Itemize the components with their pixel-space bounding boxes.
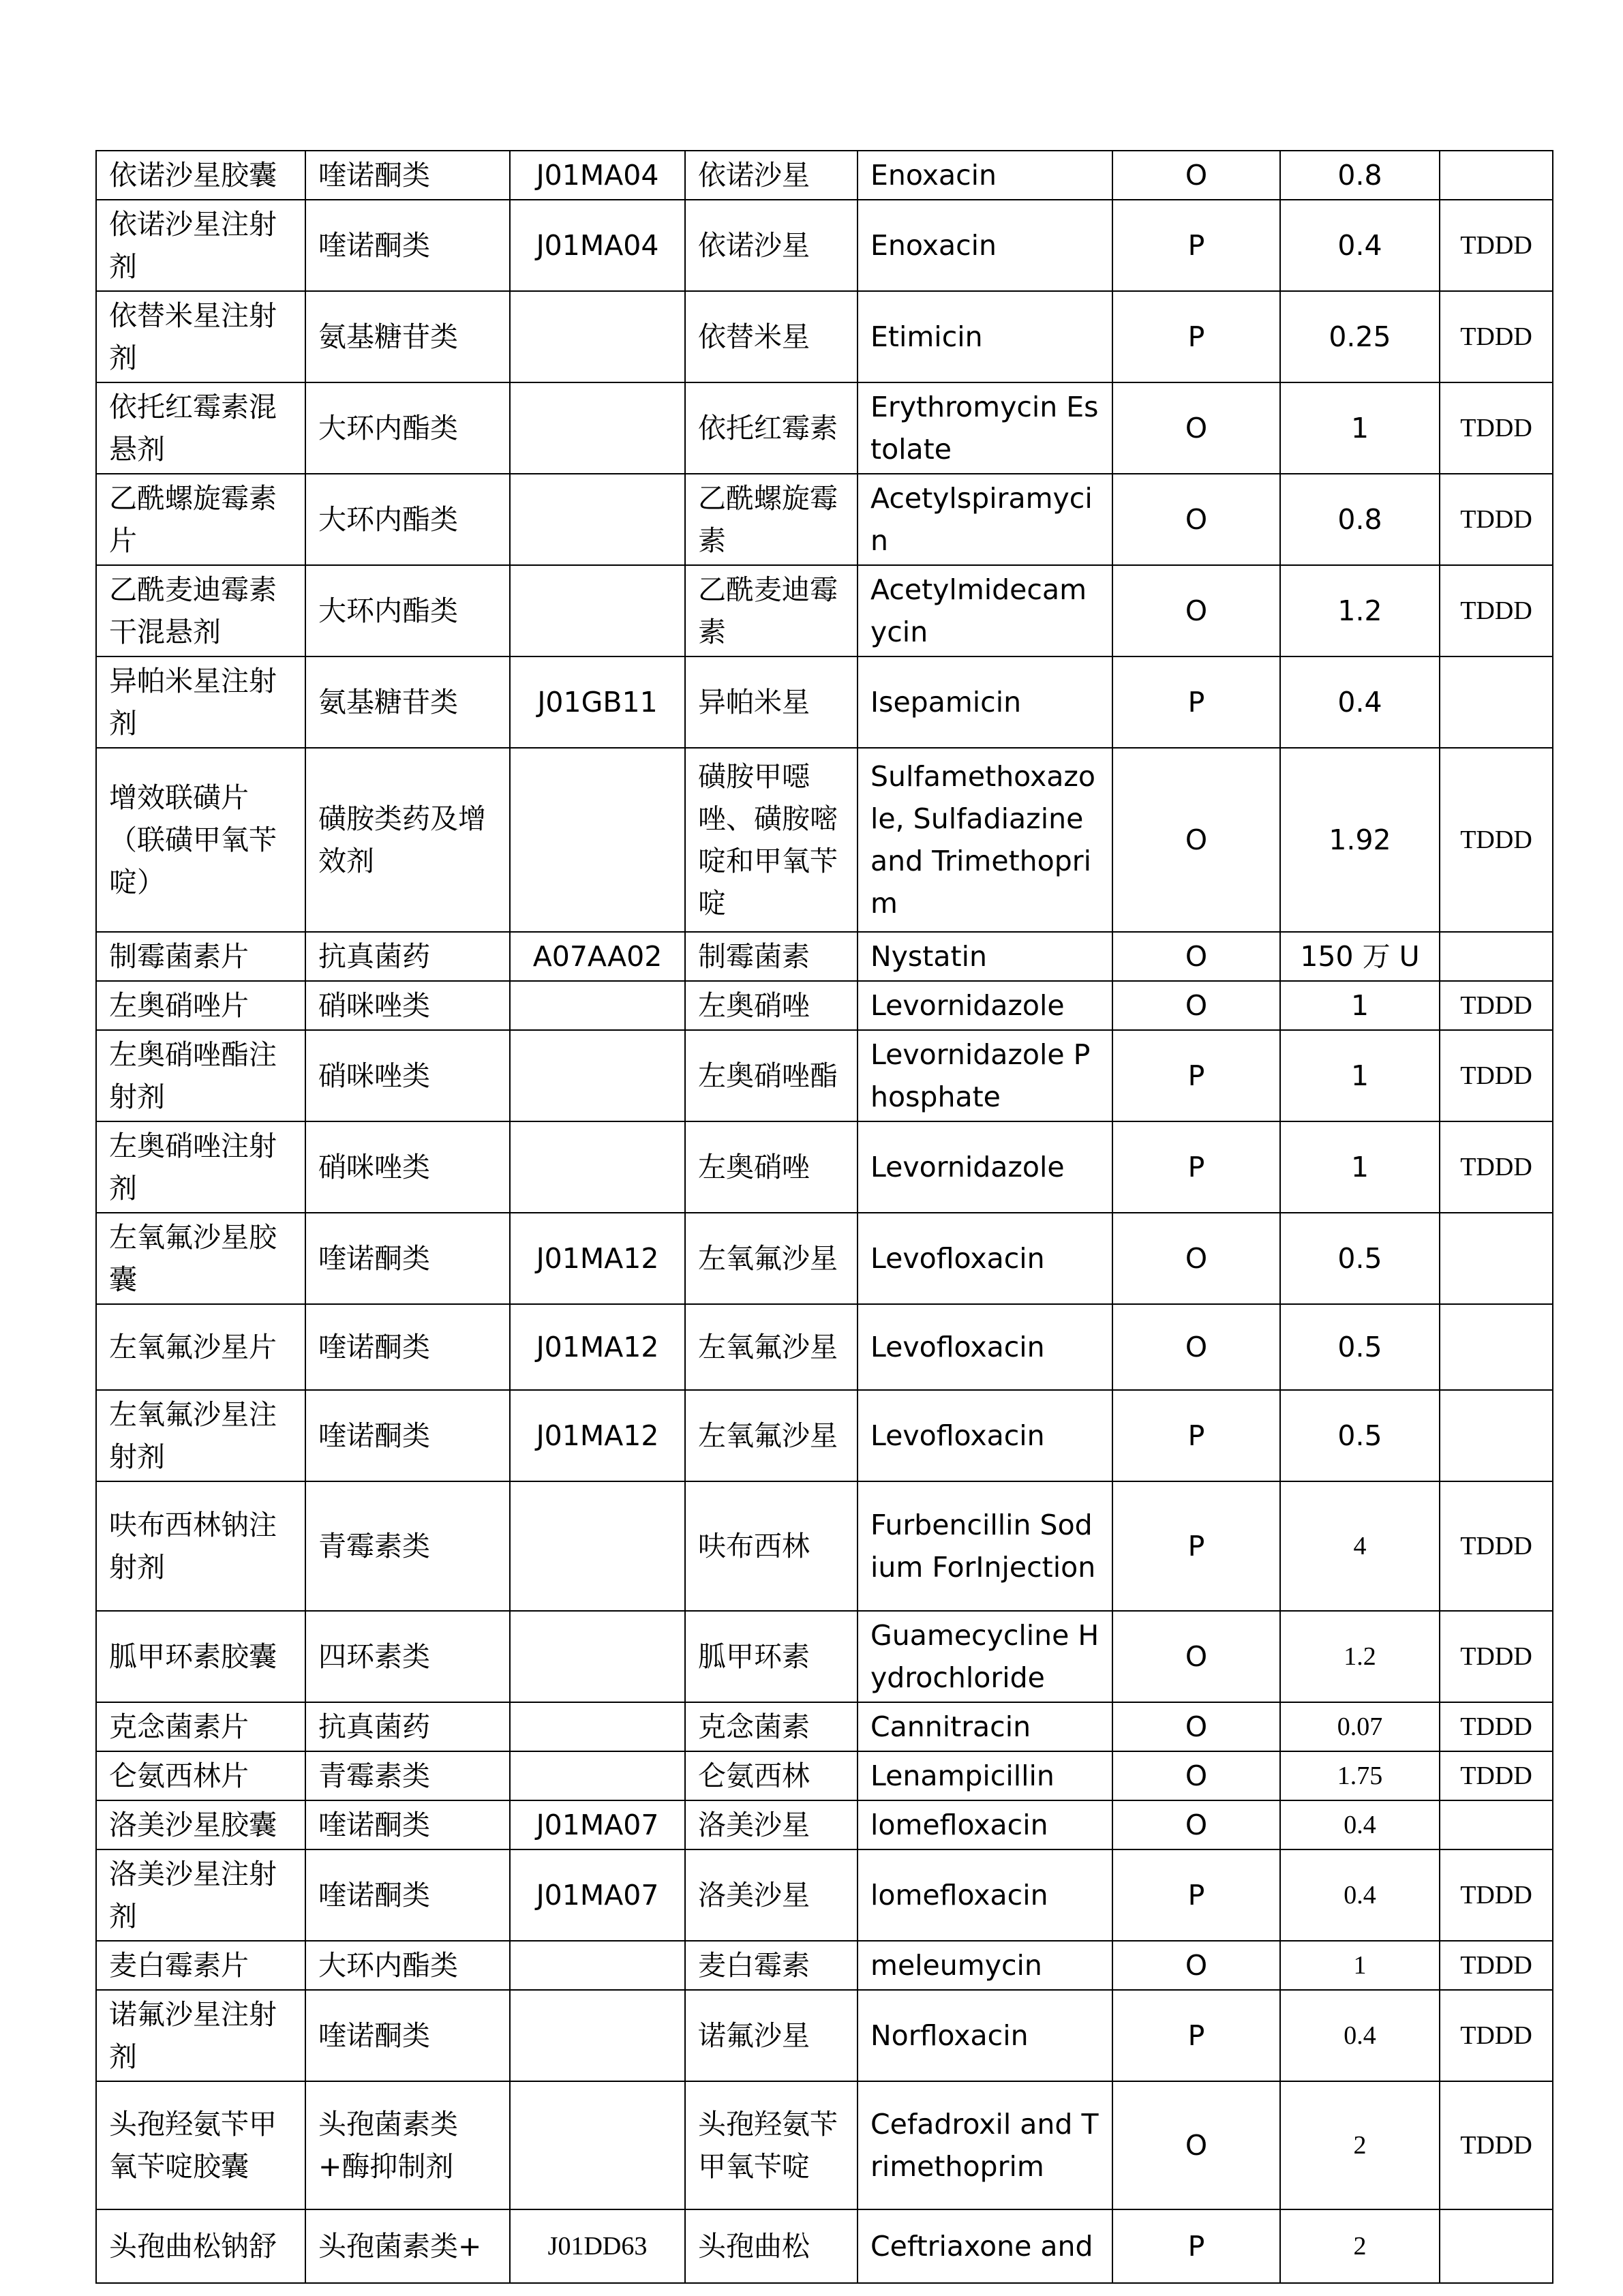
ddd-source-note <box>1440 932 1553 981</box>
drug-name: 异帕米星注射剂 <box>96 656 305 748</box>
drug-category: 喹诺酮类 <box>305 1304 510 1390</box>
drug-name: 制霉菌素片 <box>96 932 305 981</box>
atc-code <box>510 1611 685 1702</box>
route: O <box>1112 382 1280 474</box>
ddd-source-note: TDDD <box>1440 1990 1553 2081</box>
ddd-source-note: TDDD <box>1440 474 1553 565</box>
atc-code <box>510 474 685 565</box>
ddd-source-note: TDDD <box>1440 1751 1553 1800</box>
english-name: Guamecycline Hydrochloride <box>858 1611 1112 1702</box>
table-row <box>96 151 1553 200</box>
ddd-source-note: TDDD <box>1440 1702 1553 1751</box>
table-row <box>96 1481 1553 1611</box>
ingredient-name: 麦白霉素 <box>685 1941 858 1990</box>
route: O <box>1112 1611 1280 1702</box>
ingredient-name: 左奥硝唑 <box>685 1121 858 1213</box>
route: O <box>1112 1304 1280 1390</box>
drug-category: 喹诺酮类 <box>305 1390 510 1481</box>
drug-name: 左氧氟沙星注射剂 <box>96 1390 305 1481</box>
english-name: Erythromycin Estolate <box>858 382 1112 474</box>
ingredient-name: 洛美沙星 <box>685 1849 858 1941</box>
route: O <box>1112 565 1280 656</box>
route: P <box>1112 1990 1280 2081</box>
drug-name: 诺氟沙星注射剂 <box>96 1990 305 2081</box>
route: P <box>1112 200 1280 291</box>
table-row <box>96 1390 1553 1481</box>
ingredient-name: 制霉菌素 <box>685 932 858 981</box>
atc-code: A07AA02 <box>510 932 685 981</box>
drug-name: 左奥硝唑酯注射剂 <box>96 1030 305 1121</box>
drug-name: 依托红霉素混悬剂 <box>96 382 305 474</box>
ddd-source-note: TDDD <box>1440 565 1553 656</box>
drug-category: 抗真菌药 <box>305 932 510 981</box>
drug-name: 依替米星注射剂 <box>96 291 305 382</box>
drug-name: 胍甲环素胶囊 <box>96 1611 305 1702</box>
table-row <box>96 291 1553 382</box>
table-row <box>96 1611 1553 1702</box>
table-row <box>96 932 1553 981</box>
route: P <box>1112 1481 1280 1611</box>
ddd-value: 0.5 <box>1280 1304 1440 1390</box>
ddd-source-note: TDDD <box>1440 748 1553 932</box>
ddd-value: 1 <box>1280 981 1440 1030</box>
english-name: Acetylmidecamycin <box>858 565 1112 656</box>
table-row <box>96 1030 1553 1121</box>
ddd-value: 0.4 <box>1280 1800 1440 1849</box>
drug-category: 大环内酯类 <box>305 1941 510 1990</box>
ddd-value: 1.2 <box>1280 1611 1440 1702</box>
ingredient-name: 洛美沙星 <box>685 1800 858 1849</box>
ddd-value: 0.4 <box>1280 656 1440 748</box>
english-name: Nystatin <box>858 932 1112 981</box>
drug-category: 青霉素类 <box>305 1481 510 1611</box>
ingredient-name: 依替米星 <box>685 291 858 382</box>
drug-category: 四环素类 <box>305 1611 510 1702</box>
ddd-source-note <box>1440 1304 1553 1390</box>
ingredient-name: 左奥硝唑 <box>685 981 858 1030</box>
ddd-value: 0.4 <box>1280 200 1440 291</box>
ingredient-name: 左氧氟沙星 <box>685 1304 858 1390</box>
route: O <box>1112 981 1280 1030</box>
drug-category: 喹诺酮类 <box>305 1800 510 1849</box>
ingredient-name: 呋布西林 <box>685 1481 858 1611</box>
atc-code <box>510 1941 685 1990</box>
english-name: Lenampicillin <box>858 1751 1112 1800</box>
atc-code: J01DD63 <box>510 2209 685 2283</box>
table-row <box>96 1751 1553 1800</box>
english-name: Ceftriaxone and <box>858 2209 1112 2283</box>
english-name: Sulfamethoxazole, Sulfadiazine and Trimethoprim <box>858 748 1112 932</box>
ingredient-name: 头孢曲松 <box>685 2209 858 2283</box>
ddd-value: 0.25 <box>1280 291 1440 382</box>
drug-name: 头孢曲松钠舒 <box>96 2209 305 2283</box>
drug-category: 抗真菌药 <box>305 1702 510 1751</box>
drug-category: 喹诺酮类 <box>305 1990 510 2081</box>
table-row <box>96 656 1553 748</box>
atc-code <box>510 1990 685 2081</box>
english-name: Furbencillin Sodium ForInjection <box>858 1481 1112 1611</box>
atc-code <box>510 1702 685 1751</box>
atc-code: J01MA04 <box>510 151 685 200</box>
atc-code: J01MA12 <box>510 1213 685 1304</box>
drug-name: 麦白霉素片 <box>96 1941 305 1990</box>
route: O <box>1112 748 1280 932</box>
english-name: Enoxacin <box>858 151 1112 200</box>
antibiotic-ddd-table <box>95 150 1553 2284</box>
drug-name: 依诺沙星注射剂 <box>96 200 305 291</box>
table-row <box>96 2209 1553 2283</box>
drug-name: 克念菌素片 <box>96 1702 305 1751</box>
ddd-source-note: TDDD <box>1440 382 1553 474</box>
table-row <box>96 382 1553 474</box>
ddd-value: 1 <box>1280 382 1440 474</box>
route: P <box>1112 2209 1280 2283</box>
route: O <box>1112 1751 1280 1800</box>
route: P <box>1112 1390 1280 1481</box>
atc-code: J01MA04 <box>510 200 685 291</box>
ingredient-name: 异帕米星 <box>685 656 858 748</box>
atc-code <box>510 2081 685 2209</box>
route: O <box>1112 151 1280 200</box>
english-name: Enoxacin <box>858 200 1112 291</box>
ingredient-name: 胍甲环素 <box>685 1611 858 1702</box>
drug-name: 乙酰螺旋霉素片 <box>96 474 305 565</box>
ddd-value: 2 <box>1280 2081 1440 2209</box>
drug-category: 喹诺酮类 <box>305 1849 510 1941</box>
ingredient-name: 依诺沙星 <box>685 151 858 200</box>
drug-name: 左氧氟沙星胶囊 <box>96 1213 305 1304</box>
english-name: lomefloxacin <box>858 1849 1112 1941</box>
drug-category: 硝咪唑类 <box>305 981 510 1030</box>
table-row <box>96 200 1553 291</box>
ingredient-name: 磺胺甲噁唑、磺胺嘧啶和甲氧苄啶 <box>685 748 858 932</box>
table-row <box>96 1304 1553 1390</box>
ddd-value: 1 <box>1280 1941 1440 1990</box>
atc-code: J01MA12 <box>510 1390 685 1481</box>
route: P <box>1112 1849 1280 1941</box>
ddd-value: 150 万 U <box>1280 932 1440 981</box>
route: P <box>1112 291 1280 382</box>
drug-name: 乙酰麦迪霉素干混悬剂 <box>96 565 305 656</box>
route: O <box>1112 2081 1280 2209</box>
route: P <box>1112 656 1280 748</box>
table-row <box>96 1990 1553 2081</box>
drug-name: 洛美沙星注射剂 <box>96 1849 305 1941</box>
ddd-value: 2 <box>1280 2209 1440 2283</box>
table-row <box>96 1800 1553 1849</box>
drug-name: 头孢羟氨苄甲氧苄啶胶囊 <box>96 2081 305 2209</box>
ddd-source-note: TDDD <box>1440 1121 1553 1213</box>
ddd-value: 0.5 <box>1280 1390 1440 1481</box>
atc-code <box>510 981 685 1030</box>
english-name: Levornidazole <box>858 1121 1112 1213</box>
english-name: Levofloxacin <box>858 1304 1112 1390</box>
drug-category: 青霉素类 <box>305 1751 510 1800</box>
ddd-source-note: TDDD <box>1440 1481 1553 1611</box>
route: P <box>1112 1121 1280 1213</box>
ddd-value: 1 <box>1280 1030 1440 1121</box>
drug-category: 大环内酯类 <box>305 474 510 565</box>
ingredient-name: 左奥硝唑酯 <box>685 1030 858 1121</box>
drug-name: 左奥硝唑注射剂 <box>96 1121 305 1213</box>
ddd-source-note: TDDD <box>1440 1941 1553 1990</box>
drug-name: 洛美沙星胶囊 <box>96 1800 305 1849</box>
table-row <box>96 1941 1553 1990</box>
table-row <box>96 474 1553 565</box>
route: O <box>1112 1941 1280 1990</box>
drug-category: 头孢菌素类+酶抑制剂 <box>305 2081 510 2209</box>
ddd-source-note <box>1440 656 1553 748</box>
ddd-source-note: TDDD <box>1440 1611 1553 1702</box>
ddd-value: 0.4 <box>1280 1849 1440 1941</box>
ingredient-name: 乙酰麦迪霉素 <box>685 565 858 656</box>
english-name: meleumycin <box>858 1941 1112 1990</box>
english-name: Levornidazole <box>858 981 1112 1030</box>
route: O <box>1112 474 1280 565</box>
atc-code <box>510 1481 685 1611</box>
ingredient-name: 头孢羟氨苄甲氧苄啶 <box>685 2081 858 2209</box>
ddd-value: 0.8 <box>1280 151 1440 200</box>
atc-code <box>510 382 685 474</box>
ddd-source-note: TDDD <box>1440 981 1553 1030</box>
table-row <box>96 748 1553 932</box>
drug-category: 氨基糖苷类 <box>305 291 510 382</box>
ingredient-name: 诺氟沙星 <box>685 1990 858 2081</box>
drug-category: 大环内酯类 <box>305 565 510 656</box>
atc-code: J01GB11 <box>510 656 685 748</box>
table-row <box>96 1702 1553 1751</box>
drug-category: 喹诺酮类 <box>305 1213 510 1304</box>
ingredient-name: 左氧氟沙星 <box>685 1213 858 1304</box>
route: O <box>1112 1213 1280 1304</box>
english-name: Levornidazole Phosphate <box>858 1030 1112 1121</box>
ingredient-name: 依诺沙星 <box>685 200 858 291</box>
ddd-source-note: TDDD <box>1440 291 1553 382</box>
drug-category: 大环内酯类 <box>305 382 510 474</box>
ddd-source-note <box>1440 1390 1553 1481</box>
atc-code <box>510 1030 685 1121</box>
route: P <box>1112 1030 1280 1121</box>
english-name: Norfloxacin <box>858 1990 1112 2081</box>
ddd-value: 0.07 <box>1280 1702 1440 1751</box>
route: O <box>1112 1800 1280 1849</box>
ddd-value: 1.75 <box>1280 1751 1440 1800</box>
english-name: Cannitracin <box>858 1702 1112 1751</box>
ddd-source-note <box>1440 2209 1553 2283</box>
ddd-value: 1.2 <box>1280 565 1440 656</box>
drug-category: 氨基糖苷类 <box>305 656 510 748</box>
english-name: lomefloxacin <box>858 1800 1112 1849</box>
ddd-value: 4 <box>1280 1481 1440 1611</box>
atc-code: J01MA12 <box>510 1304 685 1390</box>
drug-category: 硝咪唑类 <box>305 1030 510 1121</box>
english-name: Etimicin <box>858 291 1112 382</box>
english-name: Levofloxacin <box>858 1390 1112 1481</box>
drug-name: 依诺沙星胶囊 <box>96 151 305 200</box>
ingredient-name: 克念菌素 <box>685 1702 858 1751</box>
english-name: Cefadroxil and Trimethoprim <box>858 2081 1112 2209</box>
table-row <box>96 981 1553 1030</box>
route: O <box>1112 932 1280 981</box>
ddd-value: 1.92 <box>1280 748 1440 932</box>
atc-code <box>510 565 685 656</box>
atc-code: J01MA07 <box>510 1849 685 1941</box>
ddd-source-note: TDDD <box>1440 2081 1553 2209</box>
drug-category: 头孢菌素类+ <box>305 2209 510 2283</box>
atc-code <box>510 1121 685 1213</box>
drug-category: 喹诺酮类 <box>305 151 510 200</box>
english-name: Levofloxacin <box>858 1213 1112 1304</box>
ddd-source-note: TDDD <box>1440 200 1553 291</box>
table-row <box>96 1849 1553 1941</box>
drug-category: 磺胺类药及增效剂 <box>305 748 510 932</box>
ddd-value: 0.8 <box>1280 474 1440 565</box>
drug-category: 硝咪唑类 <box>305 1121 510 1213</box>
atc-code <box>510 1751 685 1800</box>
english-name: Isepamicin <box>858 656 1112 748</box>
drug-name: 呋布西林钠注射剂 <box>96 1481 305 1611</box>
atc-code <box>510 748 685 932</box>
ingredient-name: 左氧氟沙星 <box>685 1390 858 1481</box>
atc-code <box>510 291 685 382</box>
route: O <box>1112 1702 1280 1751</box>
ingredient-name: 依托红霉素 <box>685 382 858 474</box>
ddd-value: 0.4 <box>1280 1990 1440 2081</box>
ddd-value: 0.5 <box>1280 1213 1440 1304</box>
table-row <box>96 565 1553 656</box>
ddd-source-note: TDDD <box>1440 1030 1553 1121</box>
drug-name: 仑氨西林片 <box>96 1751 305 1800</box>
drug-name: 左奥硝唑片 <box>96 981 305 1030</box>
ddd-source-note <box>1440 1800 1553 1849</box>
drug-category: 喹诺酮类 <box>305 200 510 291</box>
atc-code: J01MA07 <box>510 1800 685 1849</box>
table-row <box>96 1121 1553 1213</box>
drug-name: 左氧氟沙星片 <box>96 1304 305 1390</box>
table-row <box>96 2081 1553 2209</box>
ddd-source-note <box>1440 1213 1553 1304</box>
ddd-value: 1 <box>1280 1121 1440 1213</box>
ingredient-name: 仑氨西林 <box>685 1751 858 1800</box>
table-row <box>96 1213 1553 1304</box>
drug-name: 增效联磺片（联磺甲氧苄啶） <box>96 748 305 932</box>
ddd-source-note: TDDD <box>1440 1849 1553 1941</box>
ingredient-name: 乙酰螺旋霉素 <box>685 474 858 565</box>
english-name: Acetylspiramycin <box>858 474 1112 565</box>
ddd-source-note <box>1440 151 1553 200</box>
